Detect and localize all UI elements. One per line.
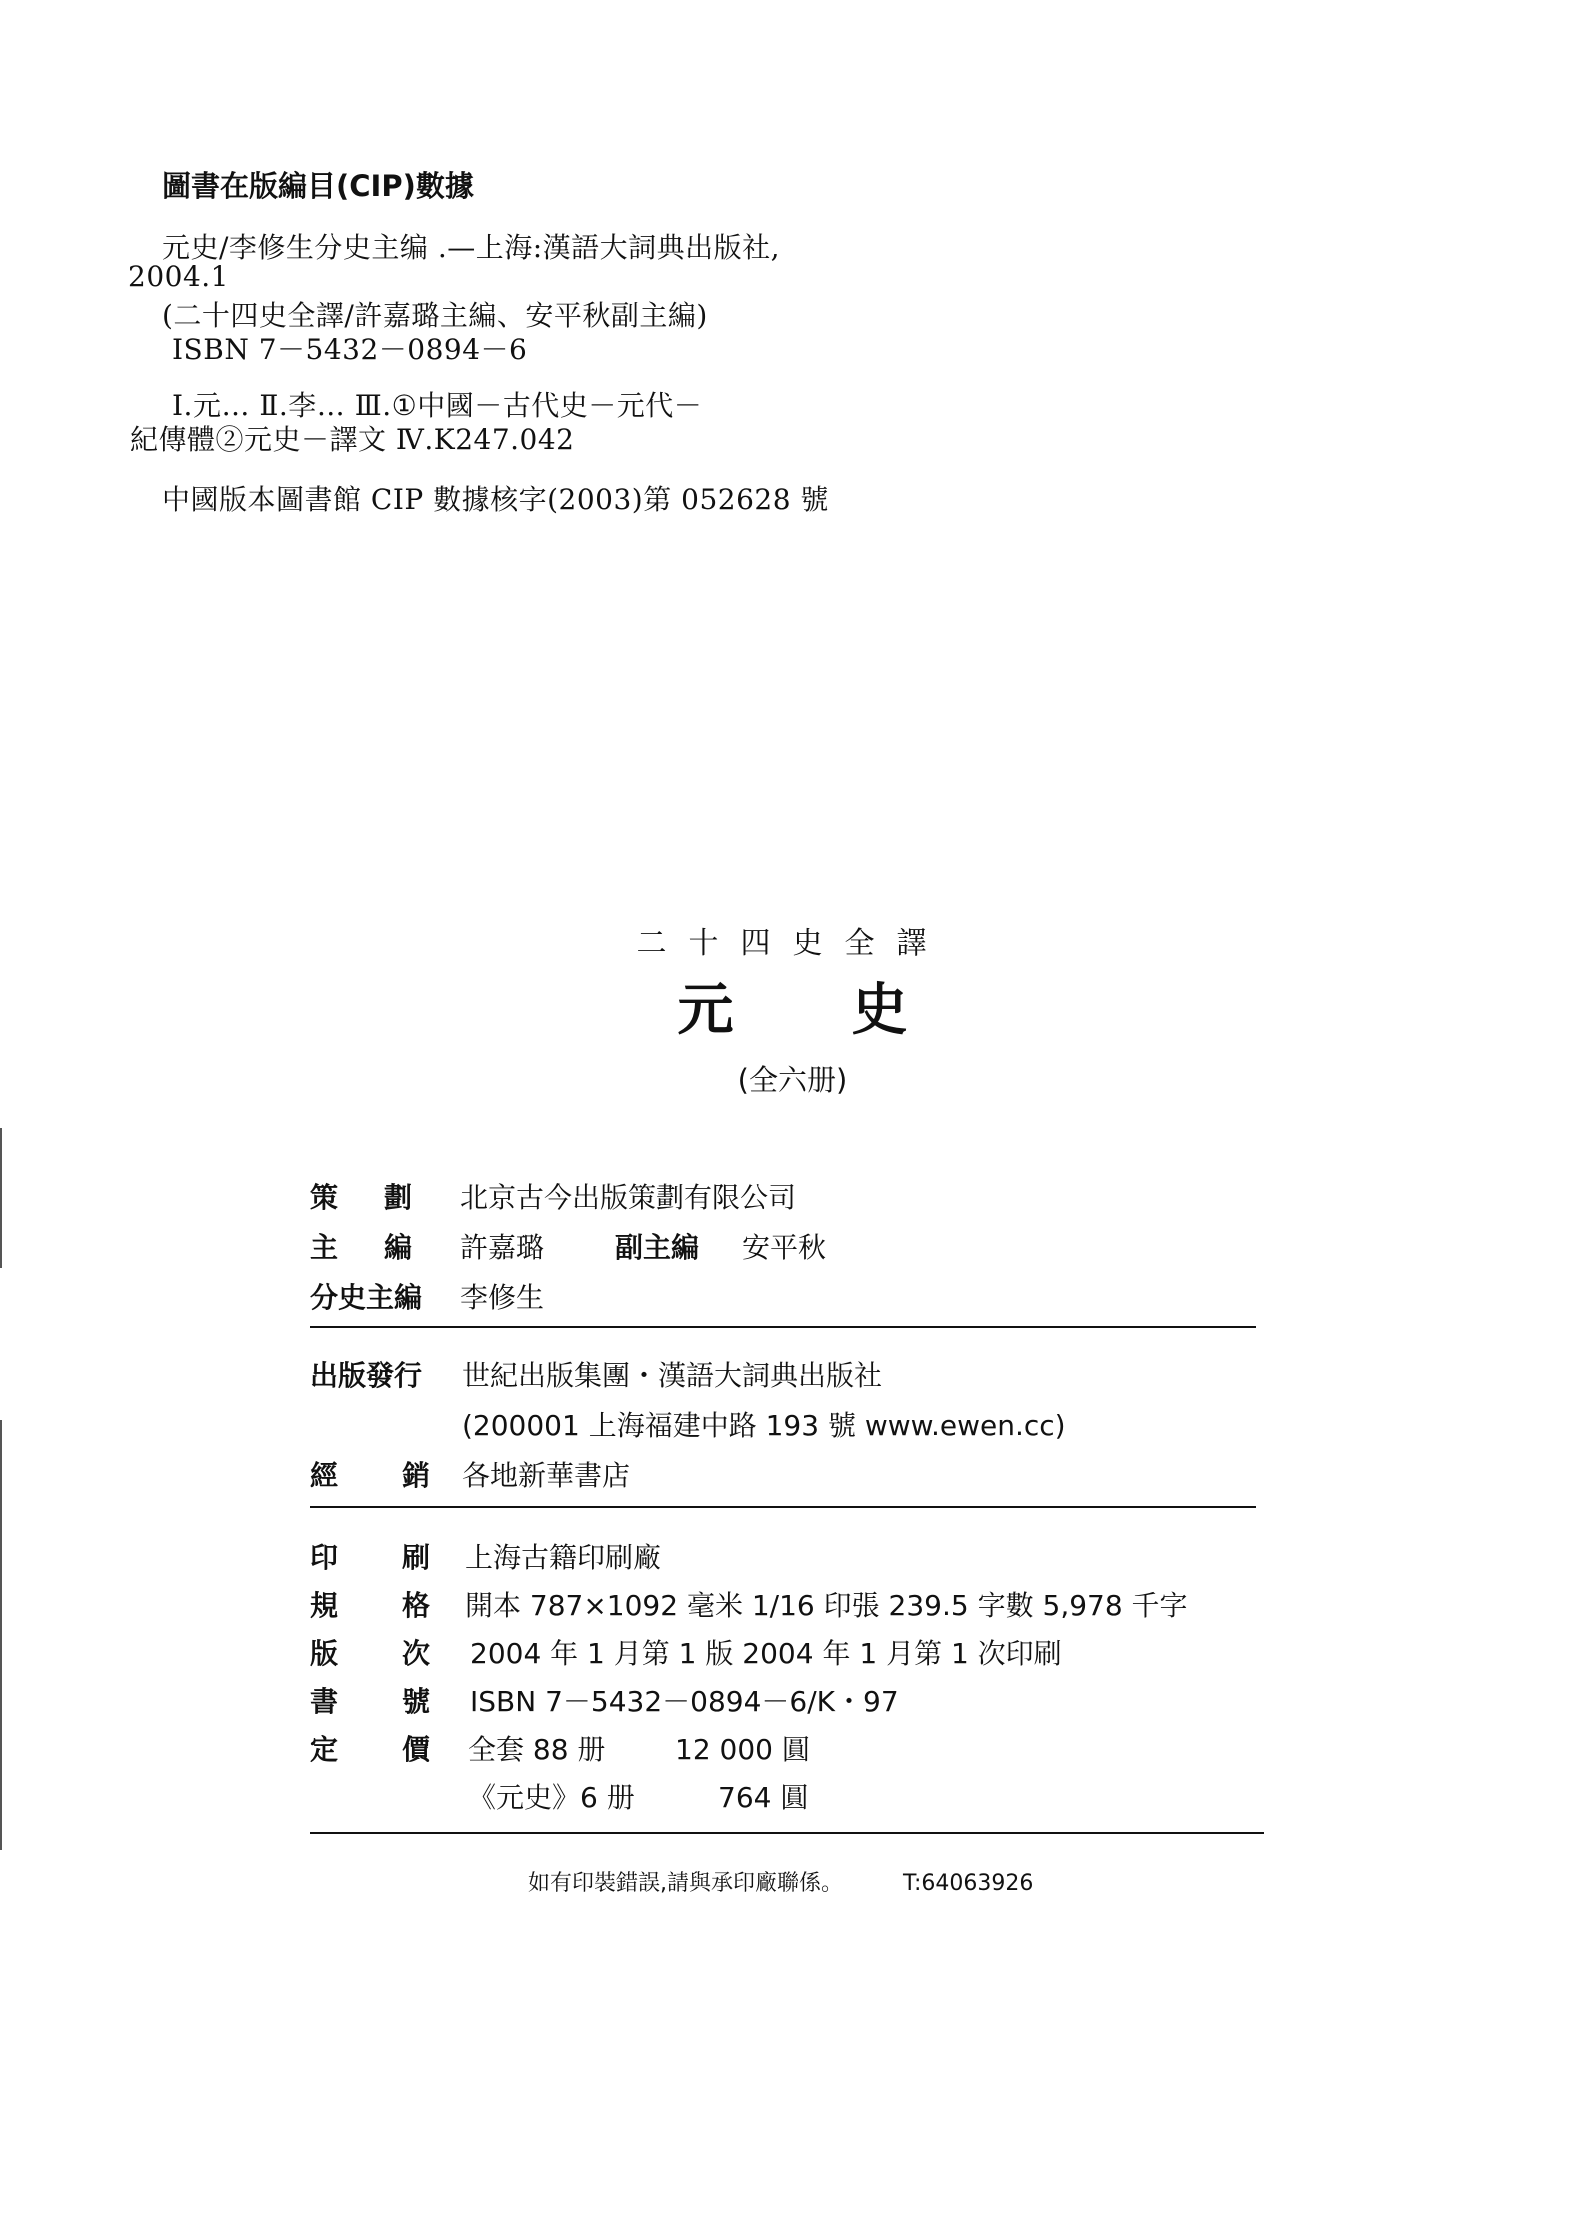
publisher-value: 世紀出版集團・漢語大詞典出版社 <box>462 1359 883 1392</box>
cip-line-6: 紀傳體②元史－譯文 Ⅳ.K247.042 <box>130 423 575 456</box>
isbn-label: 書 號 <box>310 1685 430 1718</box>
price-set: 全套 88 册 <box>468 1733 606 1766</box>
planner-label: 策 劃 <box>310 1181 412 1214</box>
cip-line-5: Ⅰ.元… Ⅱ.李… Ⅲ.①中國－古代史－元代－ <box>172 389 703 422</box>
planner-value: 北京古今出版策劃有限公司 <box>460 1181 797 1214</box>
divider-1 <box>310 1326 1256 1328</box>
price-part: 《元史》6 册 <box>468 1781 635 1814</box>
isbn-value: ISBN 7－5432－0894－6/K・97 <box>470 1685 899 1718</box>
price-label: 定 價 <box>310 1733 430 1766</box>
cip-line-7: 中國版本圖書館 CIP 數據核字(2003)第 052628 號 <box>162 483 829 516</box>
deputy-label: 副主編 <box>615 1231 700 1264</box>
cip-line-3: (二十四史全譯/許嘉璐主編、安平秋副主編) <box>162 299 708 332</box>
divider-3 <box>310 1832 1264 1834</box>
divider-2 <box>310 1506 1256 1508</box>
cip-line-1: 元史/李修生分史主编 .—上海:漢語大詞典出版社, <box>162 231 781 264</box>
volume-count: (全六册) <box>737 1063 848 1097</box>
footer-notice-text: 如有印裝錯誤,請與承印廠聯係。 <box>528 1871 843 1896</box>
deputy-value: 安平秋 <box>742 1231 827 1264</box>
margin-line-2 <box>0 1420 2 1850</box>
price-part-value: 764 圓 <box>718 1781 809 1814</box>
distributor-label: 經 銷 <box>310 1459 430 1492</box>
cip-title: 圖書在版編目(CIP)數據 <box>162 169 474 203</box>
footer-notice <box>528 1866 1033 1897</box>
printer-value: 上海古籍印刷廠 <box>465 1541 662 1574</box>
format-value: 開本 787×1092 毫米 1/16 印張 239.5 字數 5,978 千字 <box>465 1589 1188 1622</box>
edition-label: 版 次 <box>310 1637 430 1670</box>
publisher-label: 出版發行 <box>310 1359 423 1392</box>
footer-tel: T:64063926 <box>903 1871 1034 1896</box>
format-label: 規 格 <box>310 1589 430 1622</box>
publisher-address: (200001 上海福建中路 193 號 www.ewen.cc) <box>462 1409 1066 1442</box>
section-editor-label: 分史主編 <box>310 1281 423 1314</box>
editor-label: 主 編 <box>310 1231 412 1264</box>
distributor-value: 各地新華書店 <box>462 1459 631 1492</box>
editor-value: 許嘉璐 <box>460 1231 545 1264</box>
book-title: 元史 <box>677 977 1026 1043</box>
price-set-value: 12 000 圓 <box>675 1733 810 1766</box>
cip-line-4: ISBN 7－5432－0894－6 <box>172 333 528 366</box>
printer-label: 印 刷 <box>310 1541 430 1574</box>
section-editor-value: 李修生 <box>460 1281 545 1314</box>
cip-line-2: 2004.1 <box>128 260 229 293</box>
margin-line-1 <box>0 1128 2 1268</box>
series-title: 二十四史全譯 <box>636 926 949 961</box>
edition-value: 2004 年 1 月第 1 版 2004 年 1 月第 1 次印刷 <box>470 1637 1062 1670</box>
